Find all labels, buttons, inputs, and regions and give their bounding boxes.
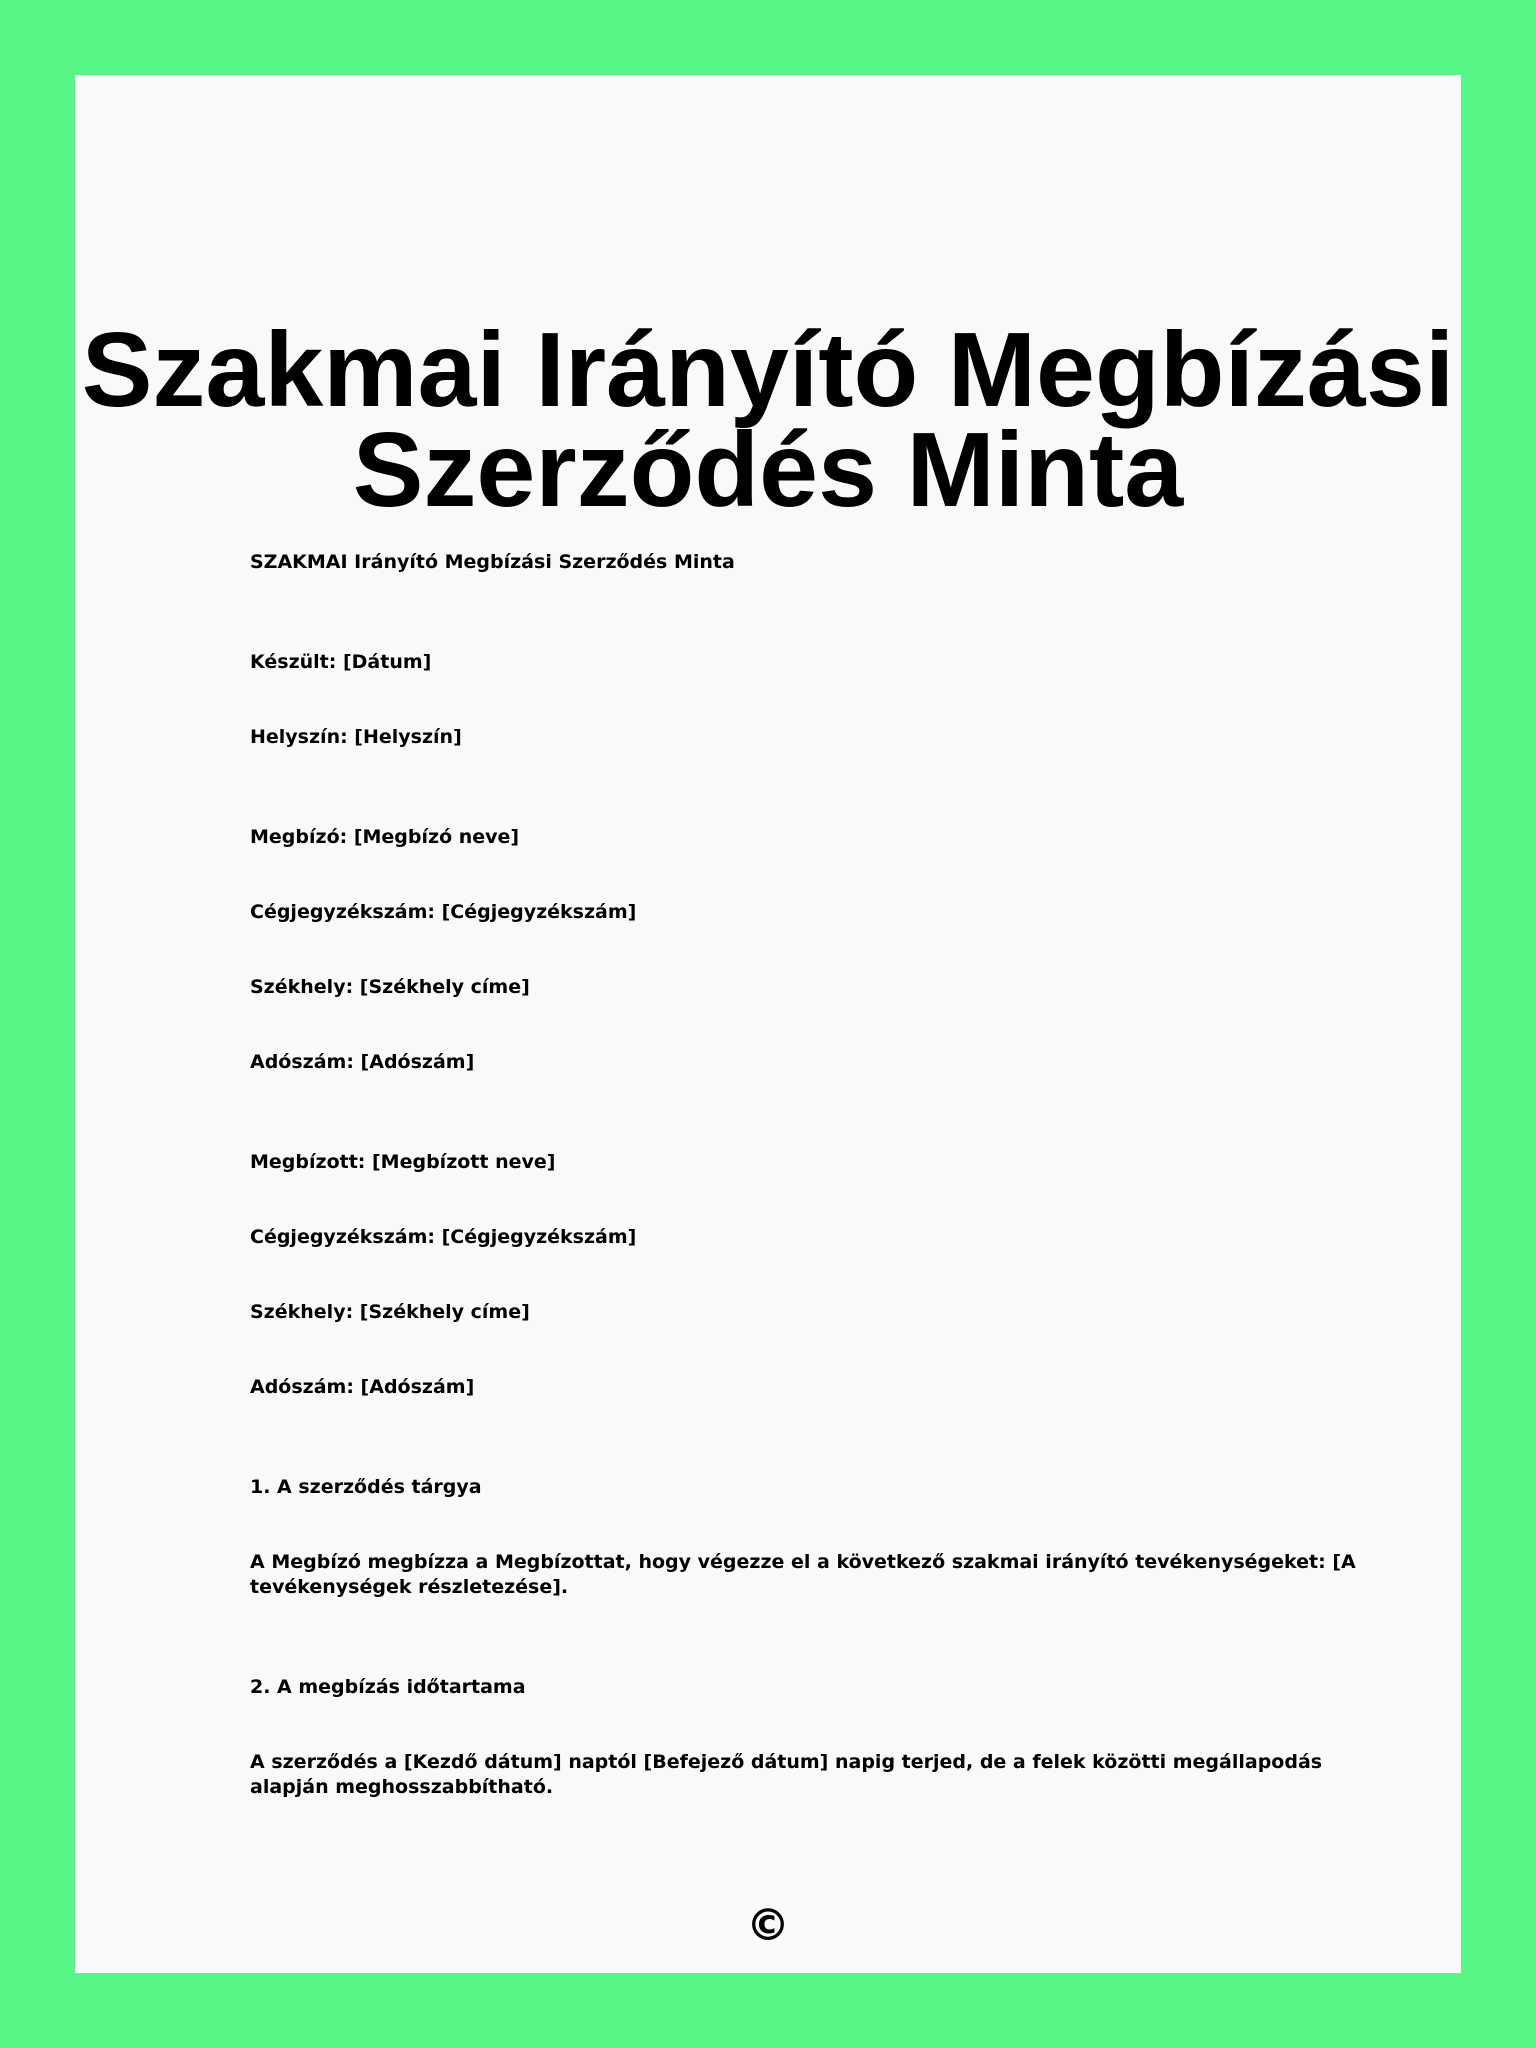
section-heading: 2. A megbízás időtartama bbox=[250, 1676, 526, 1698]
section-text: A szerződés a [Kezdő dátum] naptól [Befejező dátum] napig terjed, de a felek közötti megállapodás alapján meghosszabbítható. bbox=[250, 1751, 1323, 1798]
contractor-tax: Adószám: [Adószám] bbox=[250, 1376, 475, 1398]
document-title-line-1: Szakmai Irányító Megbízási bbox=[81, 311, 1455, 429]
contractor-registry: Cégjegyzékszám: [Cégjegyzékszám] bbox=[250, 1226, 637, 1248]
section-heading: 1. A szerződés tárgya bbox=[250, 1476, 482, 1498]
contractor-name: Megbízott: [Megbízott neve] bbox=[250, 1151, 556, 1173]
document-title-line-2: Szerződés Minta bbox=[352, 411, 1184, 529]
document-heading: SZAKMAI Irányító Megbízási Szerződés Minta bbox=[250, 551, 735, 573]
contractor-address: Székhely: [Székhely címe] bbox=[250, 1301, 530, 1323]
client-tax: Adószám: [Adószám] bbox=[250, 1051, 475, 1073]
copyright-icon: © bbox=[746, 1900, 790, 1951]
meta-date: Készült: [Dátum] bbox=[250, 651, 432, 673]
client-name: Megbízó: [Megbízó neve] bbox=[250, 826, 520, 848]
client-address: Székhely: [Székhely címe] bbox=[250, 976, 530, 998]
section-text: A Megbízó megbízza a Megbízottat, hogy végezze el a következő szakmai irányító tevékenységeket: [A tevékenységek részletezése]. bbox=[250, 1551, 1356, 1598]
document-page bbox=[75, 75, 1461, 1973]
client-registry: Cégjegyzékszám: [Cégjegyzékszám] bbox=[250, 901, 637, 923]
document-title bbox=[75, 311, 1461, 529]
meta-place: Helyszín: [Helyszín] bbox=[250, 726, 462, 748]
